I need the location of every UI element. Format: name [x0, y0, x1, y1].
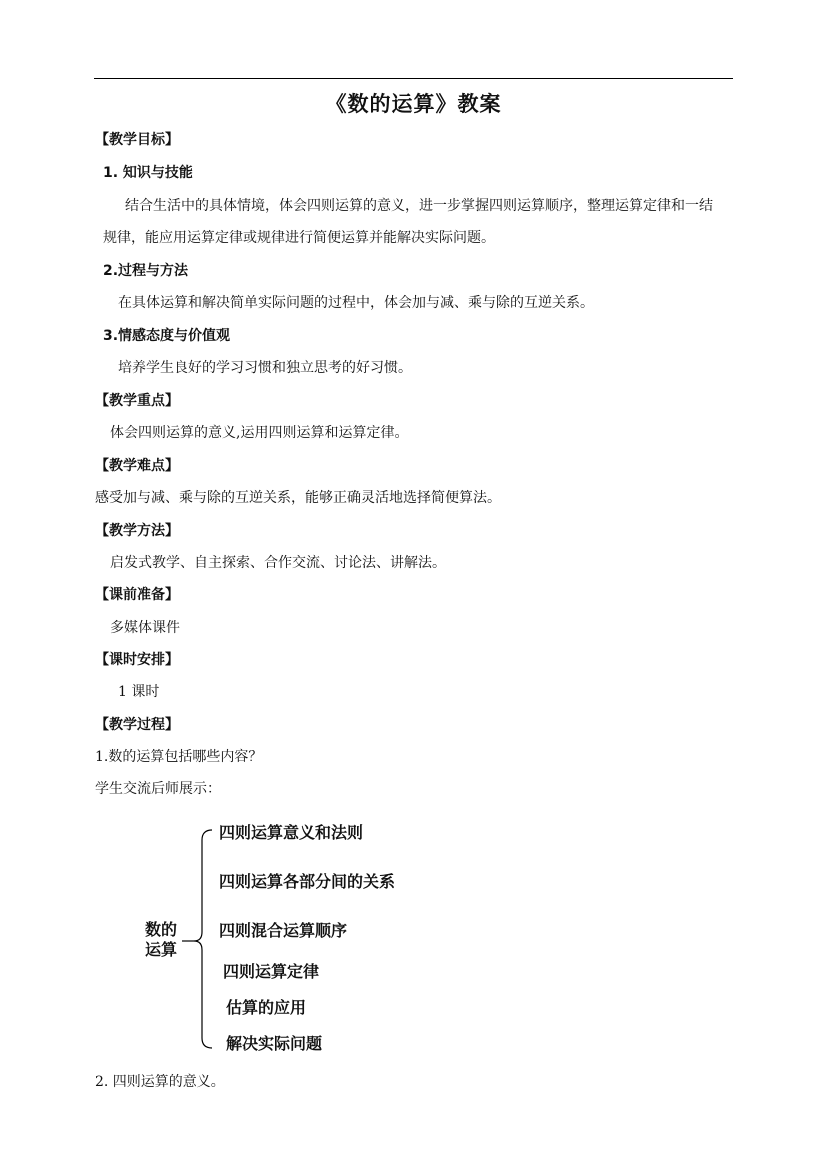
diagram-branch-4: 四则运算定律	[223, 962, 320, 981]
diagram-root-line2: 运算	[144, 940, 177, 959]
process-heading: 【教学过程】	[95, 717, 179, 733]
schedule-heading: 【课时安排】	[95, 652, 179, 668]
goal1-text-line1: 结合生活中的具体情境，体会四则运算的意义，进一步掌握四则运算顺序，整理运算定律和一结	[125, 198, 713, 214]
process-question-1-sub: 学生交流后师展示：	[95, 781, 221, 797]
key-heading: 【教学重点】	[95, 393, 179, 409]
diagram-root-line1: 数的	[144, 920, 177, 939]
key-text: 体会四则运算的意义,运用四则运算和运算定律。	[110, 425, 409, 441]
goal1-text-line2: 规律，能应用运算定律或规律进行简便运算并能解决实际问题。	[103, 230, 495, 246]
diagram-root	[143, 920, 179, 960]
process-question-1: 1.数的运算包括哪些内容？	[95, 749, 263, 765]
goals-heading: 【教学目标】	[95, 132, 179, 148]
method-text: 启发式教学、自主探索、合作交流、讨论法、讲解法。	[110, 555, 446, 571]
diagram-branch-3: 四则混合运算顺序	[219, 921, 348, 940]
process-question-2: 2. 四则运算的意义。	[95, 1074, 225, 1090]
brace-spine	[194, 830, 212, 1048]
diagram-branch-5: 估算的应用	[226, 998, 307, 1017]
goal2-text: 在具体运算和解决简单实际问题的过程中，体会加与减、乘与除的互逆关系。	[118, 295, 594, 311]
page-title: 《数的运算》教案	[325, 91, 502, 116]
goal3-heading: 3.情感态度与价值观	[103, 328, 231, 344]
goal2-heading: 2.过程与方法	[103, 263, 189, 279]
diagram-branch-2: 四则运算各部分间的关系	[219, 872, 396, 891]
diagram-branch-6: 解决实际问题	[226, 1034, 323, 1053]
diagram-brace	[180, 820, 220, 1056]
header-rule	[94, 78, 733, 79]
goal3-text: 培养学生良好的学习习惯和独立思考的好习惯。	[118, 360, 412, 376]
diagram-branch-1: 四则运算意义和法则	[219, 823, 364, 842]
schedule-text: 1 课时	[118, 684, 160, 700]
difficulty-heading: 【教学难点】	[95, 458, 179, 474]
prep-heading: 【课前准备】	[95, 587, 179, 603]
method-heading: 【教学方法】	[95, 523, 179, 539]
difficulty-text: 感受加与减、乘与除的互逆关系，能够正确灵活地选择简便算法。	[95, 490, 501, 506]
prep-text: 多媒体课件	[110, 620, 180, 636]
goal1-heading: 1. 知识与技能	[103, 165, 193, 181]
